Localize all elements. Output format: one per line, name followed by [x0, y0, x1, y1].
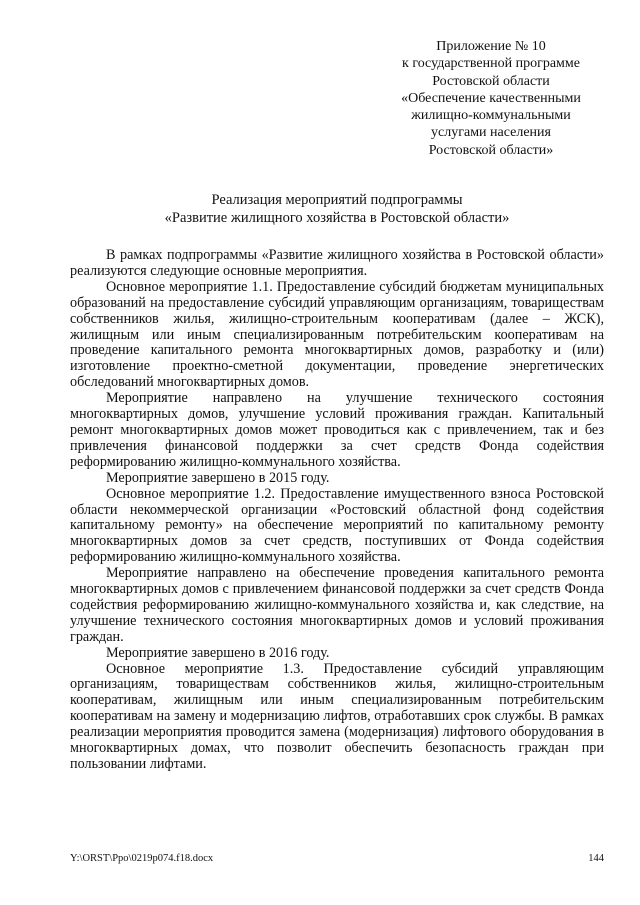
body-paragraph: Основное мероприятие 1.1. Предоставление субсидий бюджетам муниципальных образований на предоставление субсидий управляющим организациям, товариществам собственников жилья, жилищно-строительным кооперативам (далее – ЖСК), жилищным или иным специализированным потребительским кооперативам на проведение капитального ремонта многоквартирных домов, разработку и (или) изготовление проектно-сметной документации, проведение энергетических обследований многоквартирных домов. — [70, 278, 604, 391]
page-number: 144 — [588, 853, 604, 864]
appendix-line: к государственной программе — [402, 56, 580, 72]
appendix-line: «Обеспечение качественными — [401, 90, 581, 106]
appendix-line: услугами населения — [431, 125, 551, 141]
title-line-2: «Развитие жилищного хозяйства в Ростовской области» — [164, 209, 510, 226]
body-paragraph: Мероприятие завершено в 2015 году. — [106, 469, 330, 486]
appendix-line: Приложение № 10 — [436, 39, 546, 54]
body-paragraph: Основное мероприятие 1.2. Предоставление имущественного взноса Ростовской области некоммерческой организации «Ростовский областной фонд содействия капитальному ремонту» на обеспечение мероприятий по капитальному ремонту многоквартирных домов за счет средств, поступивших от Фонда содействия реформированию жилищно-коммунального хозяйства. — [70, 485, 604, 566]
body-paragraph: Мероприятие завершено в 2016 году. — [106, 644, 330, 661]
appendix-line: Ростовской области» — [428, 142, 554, 158]
body-paragraph: Основное мероприятие 1.3. Предоставление субсидий управляющим организациям, товариществам собственников жилья, жилищно-строительным кооперативам, жилищным или иным специализированным потребительским кооперативам на замену и модернизацию лифтов, отработавших срок службы. В рамках реализации мероприятия проводится замена (модернизация) лифтового оборудования в многоквартирных домах, что позволит обеспечить безопасность граждан при пользовании лифтами. — [70, 660, 604, 772]
body-paragraph: Мероприятие направлено на обеспечение проведения капитального ремонта многоквартирных домов с привлечением финансовой поддержки за счет средств Фонда содействия реформированию жилищно-коммунального хозяйства и, как следствие, на улучшение технического состояния многоквартирных домов и условий проживания граждан. — [70, 565, 604, 645]
document-title — [70, 192, 604, 227]
appendix-line: жилищно-коммунальными — [411, 108, 571, 124]
appendix-line: Ростовской области — [432, 73, 550, 89]
appendix-header — [380, 38, 602, 159]
title-line-1: Реализация мероприятий подпрограммы — [211, 192, 463, 208]
file-path: Y:\ORST\Ppo\0219p074.f18.docx — [70, 853, 214, 864]
document-body — [70, 248, 604, 773]
body-paragraph: Мероприятие направлено на улучшение технического состояния многоквартирных домов, улучшение условий проживания граждан. Капитальный ремонт многоквартирных домов может проводиться как с привлечением, так и без привлечения финансовой поддержки за счет средств Фонда содействия реформированию жилищно-коммунального хозяйства. — [70, 390, 604, 470]
body-paragraph: В рамках подпрограммы «Развитие жилищного хозяйства в Ростовской области» реализуются следующие основные мероприятия. — [70, 247, 604, 279]
